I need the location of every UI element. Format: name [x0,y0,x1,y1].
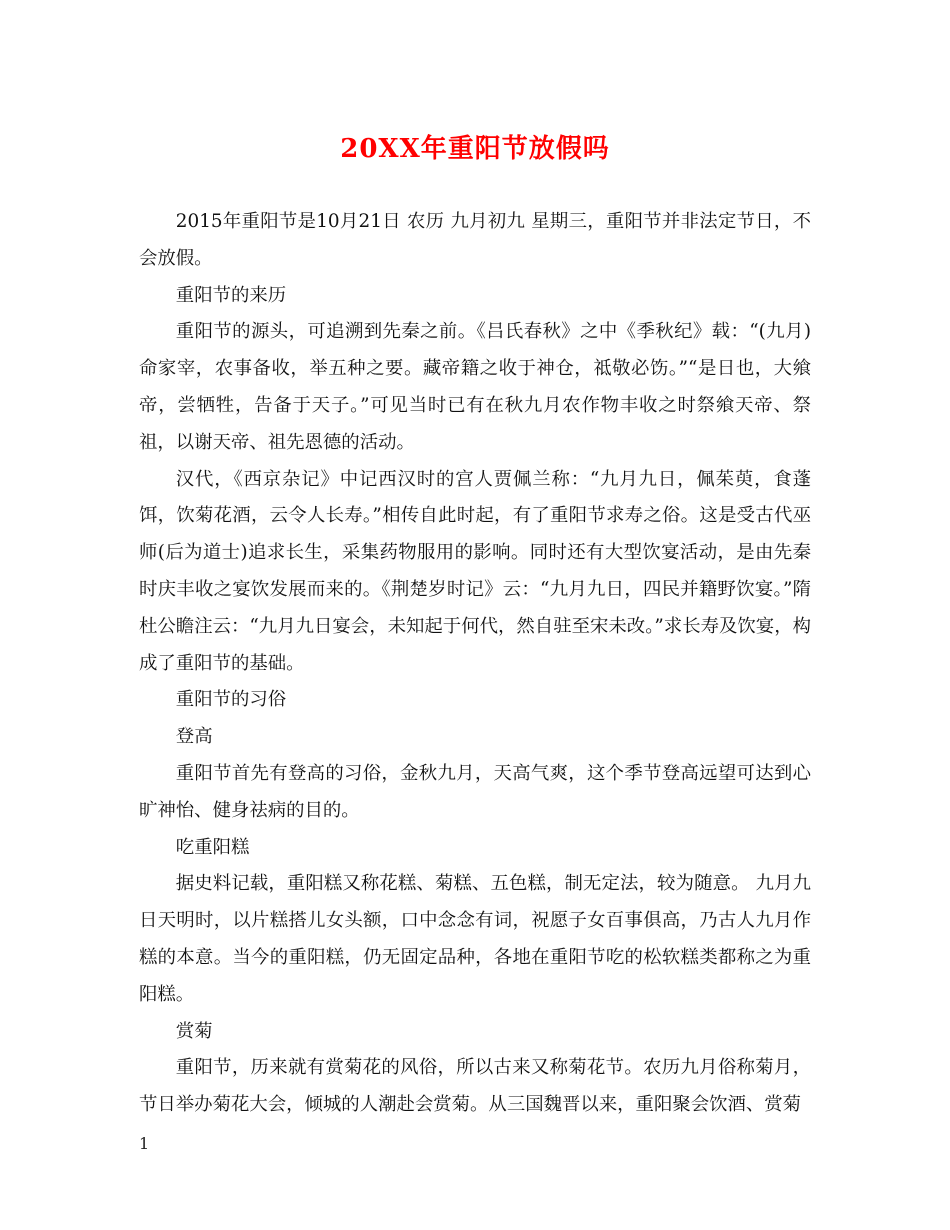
heading-origin: 重阳节的来历 [175,284,287,306]
document-title: 20XX年重阳节放假吗 [340,134,610,164]
paragraph-origin-pre-qin: 重阳节的源头，可追溯到先秦之前。《吕氏春秋》之中《季秋纪》载：“(九月)命家宰，农事备收，举五种之要。藏帝籍之收于神仓，祗敬必饬。”“是日也，大飨帝，尝牺牲，告备于天子。”可见当时已有在秋九月农作物丰收之时祭飨天帝、祭祖，以谢天帝、祖先恩德的活动。 [139,321,811,453]
paragraph-chongyang-cake: 据史料记载，重阳糕又称花糕、菊糕、五色糕，制无定法，较为随意。 九月九日天明时，以片糕搭儿女头额，口中念念有词，祝愿子女百事俱高，乃古人九月作糕的本意。当今的重阳糕，仍无固定品种，各地在重阳节吃的松软糕类都称之为重阳糕。 [139,873,811,1005]
paragraph-climbing: 重阳节首先有登高的习俗，金秋九月，天高气爽，这个季节登高远望可达到心旷神怡、健身祛病的目的。 [139,762,811,821]
paragraph-origin-han: 汉代，《西京杂记》中记西汉时的宫人贾佩兰称：“九月九日，佩茱萸，食蓬饵，饮菊花酒，云令人长寿。”相传自此时起，有了重阳节求寿之俗。这是受古代巫师(后为道士)追求长生，采集药物服用的影响。同时还有大型饮宴活动，是由先秦时庆丰收之宴饮发展而来的。《荆楚岁时记》云：“九月九日，四民并籍野饮宴。”隋杜公瞻注云：“九月九日宴会，未知起于何代，然自驻至宋未改。”求长寿及饮宴，构成了重阳节的基础。 [139,468,811,674]
heading-climbing: 登高 [175,726,213,748]
heading-customs: 重阳节的习俗 [175,689,287,711]
document-body [139,204,811,1124]
heading-chongyang-cake: 吃重阳糕 [175,836,250,858]
heading-chrysanthemum: 赏菊 [175,1020,213,1042]
paragraph-holiday-date: 2015年重阳节是10月21日 农历 九月初九 星期三，重阳节并非法定节日，不会放假。 [139,211,811,269]
page-number: 1 [139,1134,150,1153]
paragraph-chrysanthemum: 重阳节，历来就有赏菊花的风俗，所以古来又称菊花节。农历九月俗称菊月，节日举办菊花大会，倾城的人潮赴会赏菊。从三国魏晋以来，重阳聚会饮酒、赏菊 [139,1057,811,1116]
